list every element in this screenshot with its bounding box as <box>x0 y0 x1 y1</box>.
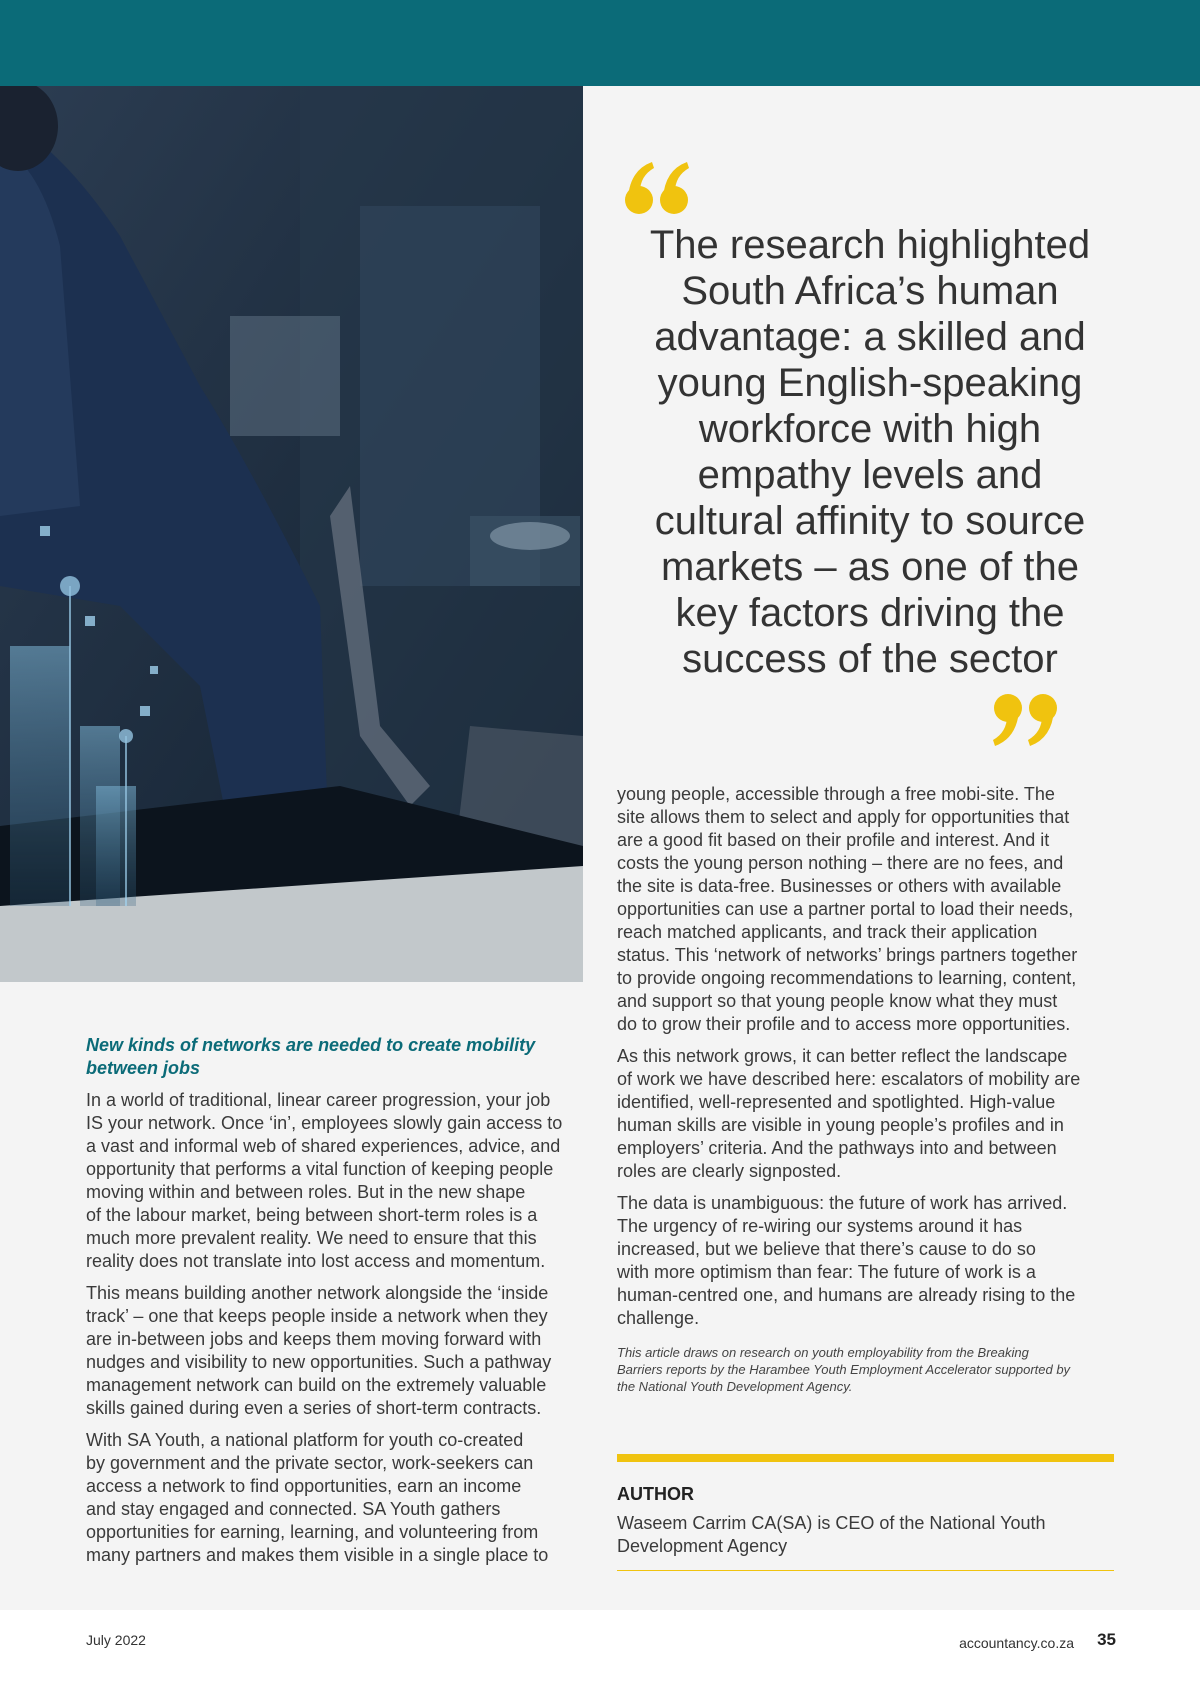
body-paragraph <box>617 1045 1117 1183</box>
subheading-line: New kinds of networks are needed to create mobility <box>86 1035 536 1055</box>
body-line: nudges and visibility to new opportunities. Such a pathway <box>86 1352 552 1372</box>
body-line: This means building another network alongside the ‘inside <box>86 1283 549 1303</box>
body-line: track’ – one that keeps people inside a network when they <box>86 1306 548 1326</box>
body-line: opportunities can use a partner portal to load their needs, <box>617 899 1074 919</box>
author-bio-line: Development Agency <box>617 1536 788 1556</box>
left-column <box>86 1034 588 1576</box>
body-line: increased, but we believe that there’s cause to do so <box>617 1239 1036 1259</box>
body-line: IS your network. Once ‘in’, employees slowly gain access to <box>86 1113 563 1133</box>
body-line: skills gained during even a series of short-term contracts. <box>86 1398 542 1418</box>
note-line: the National Youth Development Agency. <box>617 1379 853 1394</box>
body-line: roles are clearly signposted. <box>617 1161 842 1181</box>
body-line: In a world of traditional, linear career progression, your job <box>86 1090 551 1110</box>
body-line: with more optimism than fear: The future of work is a <box>617 1262 1036 1282</box>
body-line: and stay engaged and connected. SA Youth gathers <box>86 1499 501 1519</box>
body-paragraph <box>86 1429 588 1567</box>
author-bio-line: Waseem Carrim CA(SA) is CEO of the National Youth <box>617 1513 1046 1533</box>
body-line: of work we have described here: escalators of mobility are <box>617 1069 1081 1089</box>
pull-quote-line: South Africa’s human <box>681 269 1059 313</box>
body-line: reach matched applicants, and track their application <box>617 922 1038 942</box>
pull-quote-line: workforce with high <box>698 407 1042 451</box>
body-paragraph <box>617 783 1117 1036</box>
body-line: many partners and makes them visible in a single place to <box>86 1545 549 1565</box>
body-paragraph <box>86 1089 588 1273</box>
body-line: do to grow their profile and to access more opportunities. <box>617 1014 1071 1034</box>
body-line: The data is unambiguous: the future of work has arrived. <box>617 1193 1068 1213</box>
body-line: challenge. <box>617 1308 700 1328</box>
body-line: by government and the private sector, work-seekers can <box>86 1453 534 1473</box>
body-line: As this network grows, it can better reflect the landscape <box>617 1046 1068 1066</box>
body-line: of the labour market, being between short-term roles is a <box>86 1205 538 1225</box>
body-line: a vast and informal web of shared experiences, advice, and <box>86 1136 561 1156</box>
body-line: reality does not translate into lost access and momentum. <box>86 1251 546 1271</box>
body-line: moving within and between roles. But in the new shape <box>86 1182 526 1202</box>
body-line: employers’ criteria. And the pathways into and between <box>617 1138 1057 1158</box>
body-line: the site is data-free. Businesses or others with available <box>617 876 1062 896</box>
page-number: 35 <box>1097 1630 1116 1649</box>
issue-date: July 2022 <box>86 1632 146 1648</box>
pull-quote-line: cultural affinity to source <box>654 499 1086 543</box>
pull-quote-line: success of the sector <box>682 637 1058 681</box>
note-line: This article draws on research on youth employability from the Breaking <box>617 1345 1029 1360</box>
body-line: and support so that young people know what they must <box>617 991 1058 1011</box>
person-working-with-holographic-city-photo <box>0 86 583 982</box>
body-line: management network can build on the extremely valuable <box>86 1375 547 1395</box>
body-line: human skills are visible in young people’s profiles and in <box>617 1115 1064 1135</box>
body-line: access a network to find opportunities, earn an income <box>86 1476 522 1496</box>
body-line: much more prevalent reality. We need to ensure that this <box>86 1228 537 1248</box>
author-bottom-rule <box>617 1570 1114 1571</box>
pull-quote-line: young English-speaking <box>657 361 1083 405</box>
open-quote-icon <box>624 160 692 218</box>
author-divider <box>617 1454 1114 1462</box>
body-line: With SA Youth, a national platform for youth co-created <box>86 1430 524 1450</box>
pull-quote-line: advantage: a skilled and <box>654 315 1086 359</box>
subheading-line: between jobs <box>86 1058 201 1078</box>
body-line: human-centred one, and humans are already rising to the <box>617 1285 1076 1305</box>
body-paragraph <box>86 1282 588 1420</box>
body-line: status. This ‘network of networks’ brings partners together <box>617 945 1078 965</box>
pull-quote-line: key factors driving the <box>675 591 1065 635</box>
body-line: to provide ongoing recommendations to learning, content, <box>617 968 1077 988</box>
pull-quote-line: The research highlighted <box>649 223 1091 267</box>
close-quote-icon <box>990 690 1058 748</box>
section-subheading <box>86 1034 588 1080</box>
author-bio <box>617 1512 1087 1558</box>
pull-quote <box>640 222 1100 682</box>
pull-quote-line: empathy levels and <box>697 453 1043 497</box>
body-paragraph <box>617 1192 1117 1330</box>
page-footer <box>0 1610 1200 1696</box>
top-banner <box>0 0 1200 86</box>
body-line: costs the young person nothing – there are no fees, and <box>617 853 1064 873</box>
body-line: are in-between jobs and keeps them moving forward with <box>86 1329 542 1349</box>
body-line: are a good fit based on their profile and interest. And it <box>617 830 1050 850</box>
body-line: identified, well-represented and spotlighted. High-value <box>617 1092 1056 1112</box>
author-heading: AUTHOR <box>617 1484 694 1504</box>
body-line: young people, accessible through a free mobi-site. The <box>617 784 1055 804</box>
pull-quote-line: markets – as one of the <box>660 545 1079 589</box>
body-line: opportunity that performs a vital function of keeping people <box>86 1159 554 1179</box>
body-line: The urgency of re-wiring our systems around it has <box>617 1216 1023 1236</box>
body-line: site allows them to select and apply for opportunities that <box>617 807 1070 827</box>
body-line: opportunities for earning, learning, and volunteering from <box>86 1522 539 1542</box>
source-note <box>617 1344 1117 1395</box>
note-line: Barriers reports by the Harambee Youth Employment Accelerator supported by <box>617 1362 1071 1377</box>
website-link[interactable]: accountancy.co.za <box>959 1635 1074 1651</box>
right-column <box>617 783 1117 1395</box>
